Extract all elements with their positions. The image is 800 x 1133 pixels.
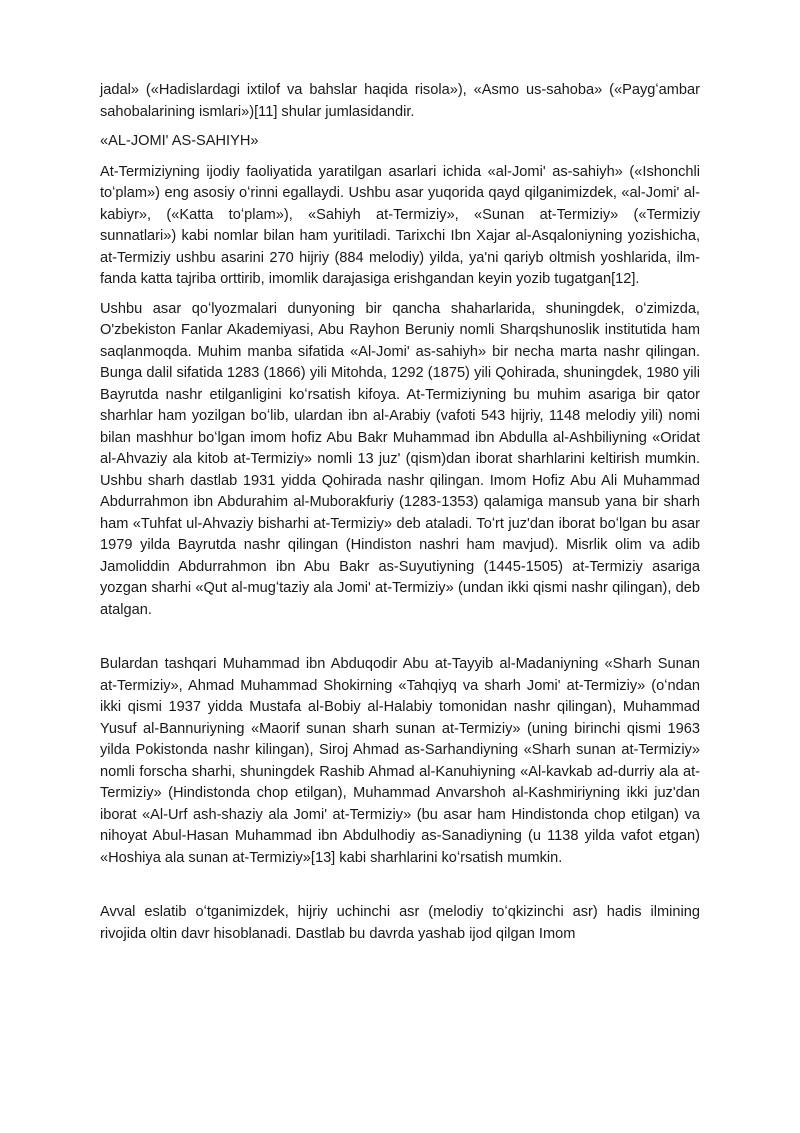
paragraph-intro-continuation: jadal» («Hadislardagi ixtilof va bahslar haqida risola»), «Asmo us-sahoba» («Paygʻambar sahobalarining ismlari»)[11] shular jumlasidandir.	[100, 82, 700, 120]
paragraph-commentaries: Bulardan tashqari Muhammad ibn Abduqodir Abu at-Tayyib al-Madaniyning «Sharh Sunan at-Termiziy», Ahmad Muhammad Shokirning «Tahqiyq va sharh Jomi' at-Termiziy» (oʻndan ikki qismi 1937 yidda Mustafa al-Bobiy al-Halabiy tomonidan nashr qilingan), Muhammad Yusuf al-Bannuriyning «Maorif sunan sharh sunan at-Termiziy» (uning birinchi qismi 1963 yilda Pokistonda nashr kilingan), Siroj Ahmad as-Sarhandiyning «Sharh sunan at-Termiziy» nomli forscha sharhi, shuningdek Rashib Ahmad al-Kanuhiyning «Al-kavkab ad-durriy ala at-Termiziy» (Hindistonda chop etilgan), Muhammad Anvarshoh al-Kashmiriyning ikki juz'dan iborat «Al-Urf ash-shaziy ala Jomi' at-Termiziy» (bu asar ham Hindistonda chop etilgan) va nihoyat Abul-Hasan Muhammad ibn Abdulhodiy as-Sanadiyning (u 1138 yilda vafot etgan) «Hoshiya ala sunan at-Termiziy»[13] kabi sharhlarini koʻrsatish mumkin.	[100, 656, 700, 866]
paragraph-al-jomi: At-Termiziyning ijodiy faoliyatida yaratilgan asarlari ichida «al-Jomi' as-sahiyh» («Ishonchli toʻplam») eng asosiy oʻrinni egallaydi. Ushbu asar yuqorida qayd qilganimizdek, «al-Jomi' al-kabiyr», («Katta toʻplam»), «Sahiyh at-Termiziy», «Sunan at-Termiziy» («Termiziy sunnatlari») kabi nomlar bilan ham yuritiladi. Tarixchi Ibn Xajar al-Asqaloniyning yozishicha, at-Termiziy ushbu asarini 270 hijriy (884 melodiy) yilda, ya'ni qariyb oltmish yoshlarida, ilm-fanda katta tajriba orttirib, imomlik darajasiga erishgandan keyin yozib tugatgan[12].	[100, 163, 700, 287]
paragraph-gap	[100, 629, 700, 654]
paragraph-golden-age: Avval eslatib oʻtganimizdek, hijriy uchinchi asr (melodiy toʻqkizinchi asr) hadis ilmining rivojida oltin davr hisoblanadi. Dastlab bu davrda yashab ijod qilgan Imom	[100, 904, 700, 942]
paragraph-gap	[100, 877, 700, 902]
section-heading: «AL-JOMI' AS-SAHIYH»	[100, 133, 259, 149]
document-page	[100, 80, 700, 953]
paragraph-manuscripts: Ushbu asar qoʻlyozmalari dunyoning bir qancha shaharlarida, shuningdek, oʻzimizda, O'zbekiston Fanlar Akademiyasi, Abu Rayhon Beruniy nomli Sharqshunoslik institutida ham saqlanmoqda. Muhim manba sifatida «Al-Jomi' as-sahiyh» bir necha marta nashr qilingan. Bunga dalil sifatida 1283 (1866) yili Mitohda, 1292 (1875) yili Qohirada, shuningdek, 1980 yili Bayrutda nashr etilganligini koʻrsatish kifoya. At-Termiziyning bu muhim asariga bir qator sharhlar ham yozilgan boʻlib, ulardan ibn al-Arabiy (vafoti 543 hijriy, 1148 melodiy yili) nomi bilan mashhur boʻlgan imom hofiz Abu Bakr Muhammad ibn Abdulla al-Ashbiliyning «Oridat al-Ahvaziy ala kitob at-Termiziy» nomli 13 juz' (qism)dan iborat sharhlarini keltirish mumkin. Ushbu sharh dastlab 1931 yidda Qohirada nashr qilingan. Imom Hofiz Abu Ali Muhammad Abdurrahmon ibn Abdurahim al-Muborakfuriy (1283-1353) qalamiga mansub yana bir sharh ham «Tuhfat ul-Ahvaziy bisharhi at-Termiziy» deb ataladi. Toʻrt juz'dan iborat boʻlgan bu asar 1979 yilda Bayrutda nashr qilingan (Hindiston nashri ham mavjud). Misrlik olim va adib Jamoliddin Abdurrahmon ibn Abu Bakr as-Suyutiyning (1445-1505) at-Termiziy asariga yozgan sharhi «Qut al-mugʻtaziy ala Jomi' at-Termiziy» (undan ikki qismi nashr qilingan), deb atalgan.	[100, 300, 700, 618]
